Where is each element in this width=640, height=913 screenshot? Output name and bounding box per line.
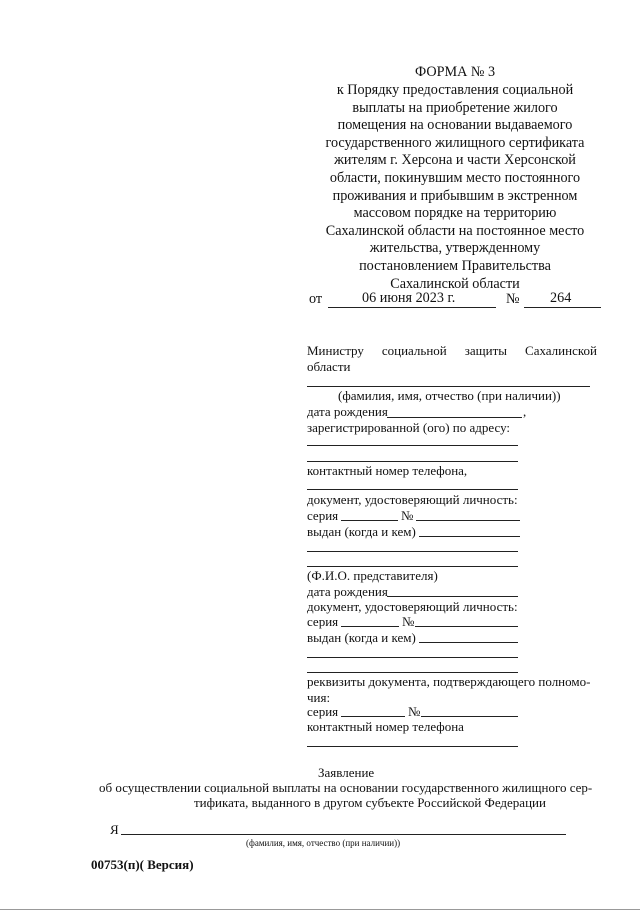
rep-series2-label: серия (307, 704, 339, 719)
requisites-line-1: реквизиты документа, подтверждающего полномо- (307, 674, 591, 689)
header-line-3: помещения на основании выдаваемого (337, 117, 573, 134)
header-line-5: жителям г. Херсона и части Херсонской (334, 152, 576, 169)
series-label: серия (307, 508, 339, 523)
header-line-12: Сахалинской области (390, 275, 520, 292)
addressee-line-1: Министру социальной защиты Сахалинской (307, 343, 597, 358)
header-line-9: Сахалинской области на постоянное место (325, 222, 585, 239)
phone-label: контактный номер телефона, (307, 463, 468, 478)
fio-caption: (фамилия, имя, отчество (при наличии)) (338, 388, 561, 403)
form-title: ФОРМА № 3 (414, 64, 496, 80)
form-code: 00753(п)( Версия) (91, 857, 194, 872)
requisites-line-2: чия: (307, 690, 331, 705)
header-line-11: постановлением Правительства (359, 258, 551, 274)
rep-number2-label: № (408, 704, 421, 719)
rep-birth-date-label: дата рождения (307, 584, 388, 599)
birth-date-label: дата рождения (307, 404, 388, 419)
id-doc-label: документ, удостоверяющий личность: (307, 492, 518, 507)
applicant-fio-caption: (фамилия, имя, отчество (при наличии)) (246, 838, 401, 848)
header-line-10: жительства, утвержденному (369, 240, 541, 257)
rep-issued-label: выдан (когда и кем) (307, 630, 416, 645)
header-line-1: к Порядку предоставления социальной (336, 82, 574, 98)
rep-series-label: серия (307, 614, 339, 629)
statement-line-2: тификата, выданного в другом субъекте Российской Федерации (194, 795, 546, 810)
representative-fio: (Ф.И.О. представителя) (307, 568, 438, 583)
i-label: Я (110, 822, 119, 837)
statement-line-1: об осуществлении социальной выплаты на основании государственного жилищного сер- (99, 780, 593, 795)
header-line-8: массовом порядке на территорию (353, 205, 557, 222)
header-line-2: выплаты на приобретение жилого (352, 99, 558, 116)
order-date: 06 июня 2023 г. (362, 290, 456, 306)
page-bottom-edge (0, 909, 640, 910)
order-number: 264 (550, 290, 572, 306)
registered-label: зарегистрированной (ого) по адресу: (307, 420, 511, 435)
rep-phone-label: контактный номер телефона (307, 719, 464, 734)
header-line-6: области, покинувшим место постоянного (329, 170, 581, 186)
issued-label: выдан (когда и кем) (307, 524, 416, 539)
rep-id-doc-label: документ, удостоверяющий личность: (307, 599, 518, 614)
number-label: № (401, 508, 414, 523)
num-label: № (506, 291, 520, 307)
ot-label: от (309, 291, 323, 307)
birth-date-comma: , (523, 404, 527, 419)
header-line-7: проживания и прибывшим в экстренном (332, 187, 578, 204)
addressee-line-2: области (307, 359, 351, 374)
statement-title: Заявление (318, 765, 375, 780)
header-line-4: государственного жилищного сертификата (325, 134, 585, 151)
rep-number-label: № (402, 614, 415, 629)
